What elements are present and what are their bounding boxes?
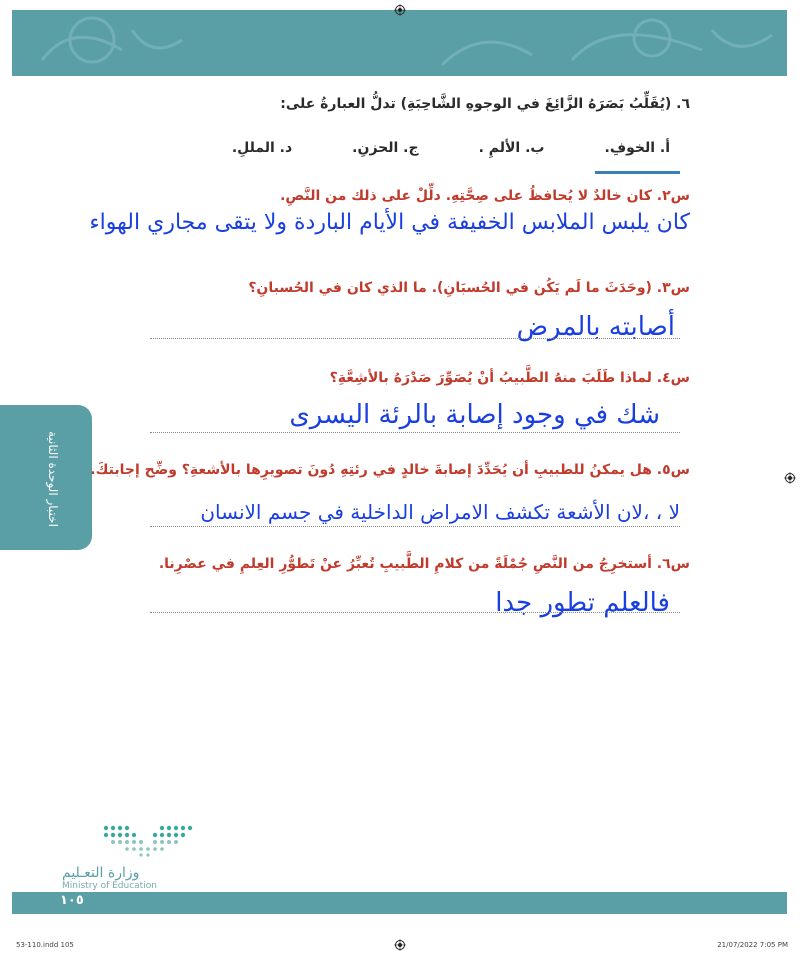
answer-6[interactable]: فالعلم تطور جدا	[495, 588, 670, 618]
answer-line	[150, 526, 680, 527]
print-timestamp: 21/07/2022 7:05 PM	[717, 941, 788, 949]
question-6: س٦. أستخرِجُ من النَّصِ جُمْلَةً من كلامِ الطَّبيبِ تُعبِّرُ عنْ تَطوُّرِ العِلمِ في عصْرِنا.	[158, 556, 690, 572]
answer-line	[150, 338, 680, 339]
registration-mark-icon	[784, 472, 796, 484]
mcq-options	[232, 140, 670, 156]
question-5: س٥. هل يمكنُ للطبيبِ أن يُحَدِّدَ إصابةَ خالدٍ في رئتِهِ دُونَ تصويرِها بالأشعةِ؟ وضِّح إجابتكَ.	[90, 462, 690, 478]
ministry-logo-icon	[100, 822, 195, 858]
question-2: س٢. كان خالدٌ لا يُحافظُ على صِحَّتِهِ. دلِّلْ على ذلك من النَّصِ.	[280, 188, 690, 204]
ministry-name-ar: وزارة التعـليم	[62, 865, 140, 881]
option-b[interactable]: ب. الألمِ .	[478, 140, 545, 156]
option-d[interactable]: د. المللِ.	[231, 140, 293, 156]
answer-5[interactable]: لا ، ،لان الأشعة تكشف الامراض الداخلية في جسم الانسان	[200, 500, 680, 524]
answer-line	[150, 432, 680, 433]
ministry-name-en: Ministry of Education	[62, 881, 157, 891]
answer-2[interactable]: كان يلبس الملابس الخفيفة في الأيام الباردة ولا يتقى مجاري الهواء	[89, 210, 690, 235]
side-tab-label: اختبار الوحدة الثانية	[46, 431, 60, 527]
question-3: س٣. (وحَدَثَ ما لَم يَكُن في الحُسبَانِ). ما الذي كان في الحُسبانِ؟	[248, 280, 690, 296]
decorative-pattern	[12, 10, 787, 76]
file-info: 53-110.indd 105	[16, 941, 74, 949]
mcq-question: ٦. (يُقَلِّبُ بَصَرَهُ الزَّائِغَ في الوجوهِ الشَّاحِبَةِ) تدلُّ العبارةُ على:	[280, 96, 690, 112]
page-number: ١٠٥	[60, 893, 84, 908]
answer-line	[150, 612, 680, 613]
bottom-band	[12, 892, 787, 914]
option-a[interactable]: أ. الخوفِ.	[604, 140, 670, 156]
option-c[interactable]: ج. الحزنِ.	[352, 140, 419, 156]
top-banner	[12, 10, 787, 76]
question-4: س٤. لماذا طَلَبَ منهُ الطَّبيبُ أنْ يُصَوِّرَ صَدْرَهُ بالأشِعَّةِ؟	[329, 370, 690, 386]
selected-option-underline	[595, 171, 680, 174]
answer-4[interactable]: شك في وجود إصابة بالرئة اليسرى	[289, 400, 660, 430]
registration-mark-icon	[394, 939, 406, 951]
registration-mark-icon	[394, 4, 406, 16]
answer-3[interactable]: أصابته بالمرض	[516, 312, 675, 342]
